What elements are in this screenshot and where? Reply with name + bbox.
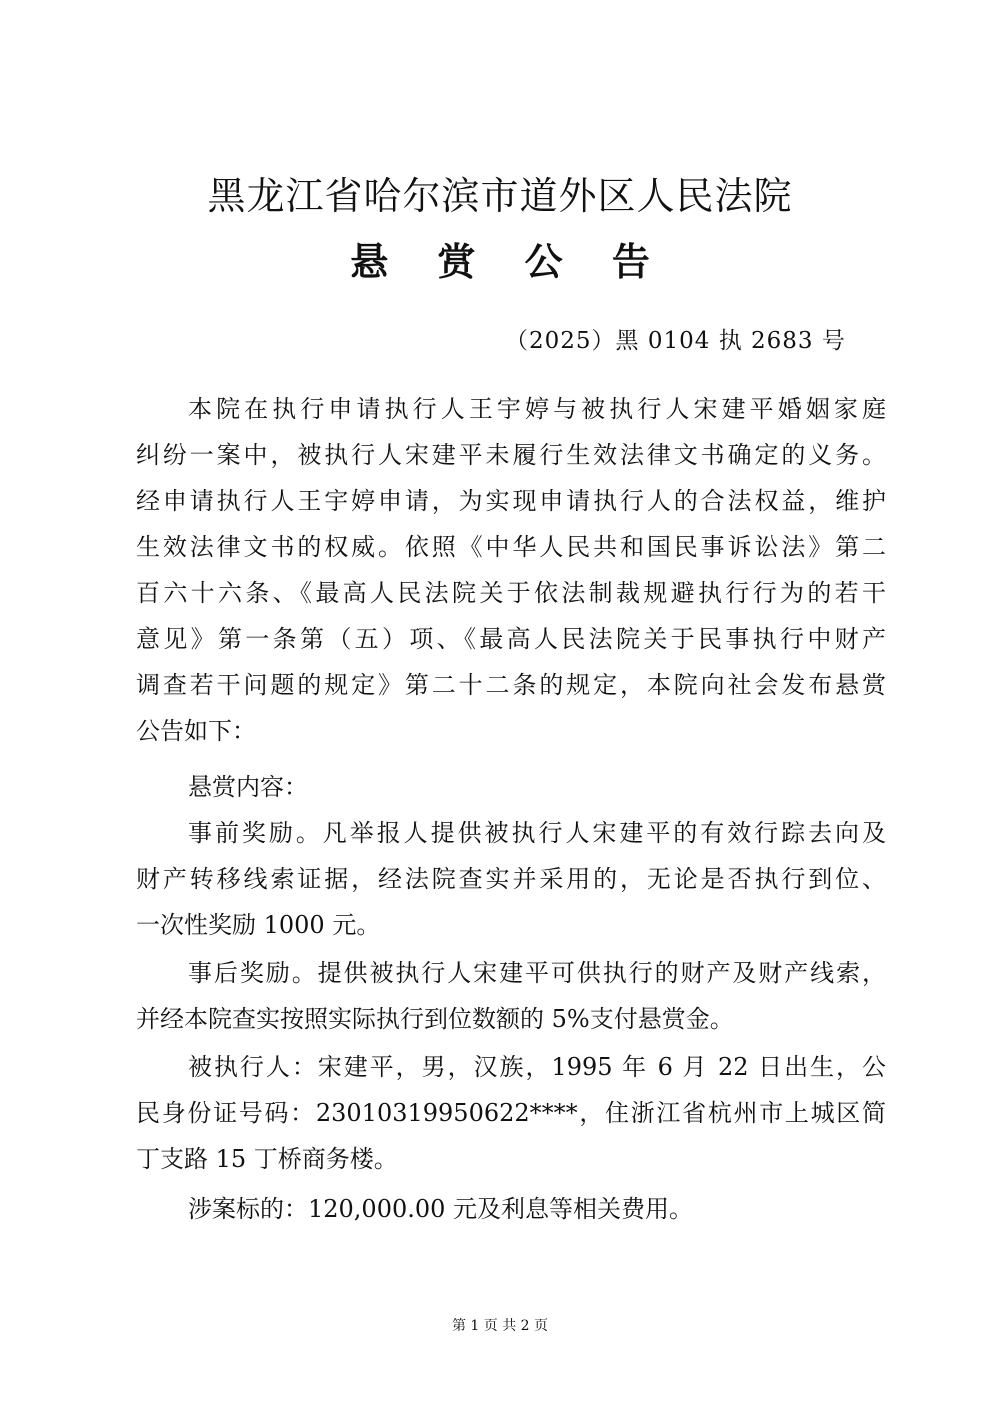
post-reward-paragraph: [136, 950, 886, 1042]
pre-reward-line: 一次性奖励 1000 元。: [136, 911, 381, 939]
intro-line: 公告如下：: [136, 717, 256, 745]
respondent-line: 丁支路 15 丁桥商务楼。: [136, 1145, 398, 1173]
reward-heading-paragraph: [136, 764, 886, 810]
post-reward-line: 事后奖励。提供被执行人宋建平可供执行的财产及财产线索，: [188, 959, 886, 987]
pre-reward-line: 财产转移线索证据，经法院查实并采用的，无论是否执行到位、: [136, 865, 886, 893]
reward-heading: 悬赏内容：: [188, 773, 308, 801]
intro-line: 调查若干问题的规定》第二十二条的规定，本院向社会发布悬赏: [136, 671, 886, 699]
intro-line: 纠纷一案中，被执行人宋建平未履行生效法律文书确定的义务。: [136, 441, 886, 469]
intro-line: 意见》第一条第（五）项、《最高人民法院关于民事执行中财产: [136, 625, 886, 653]
amount-paragraph: [136, 1186, 886, 1232]
intro-line: 生效法律文书的权威。依照《中华人民共和国民事诉讼法》第二: [136, 533, 886, 561]
court-name: 黑龙江省哈尔滨市道外区人民法院: [207, 174, 793, 218]
case-number: （2025）黑 0104 执 2683 号: [505, 328, 846, 354]
respondent-paragraph: [136, 1044, 886, 1182]
respondent-line: 被执行人：宋建平，男，汉族，1995 年 6 月 22 日出生，公: [188, 1053, 886, 1081]
intro-line: 本院在执行申请执行人王宇婷与被执行人宋建平婚姻家庭: [188, 395, 886, 423]
page-indicator: 第 1 页 共 2 页: [451, 1318, 549, 1334]
pre-reward-line: 事前奖励。凡举报人提供被执行人宋建平的有效行踪去向及: [188, 819, 886, 847]
document-title: 悬 赏 公 告: [350, 240, 668, 284]
intro-paragraph: [136, 386, 886, 754]
amount-line: 涉案标的：120,000.00 元及利息等相关费用。: [188, 1195, 694, 1223]
pre-reward-paragraph: [136, 810, 886, 948]
post-reward-line: 并经本院查实按照实际执行到位数额的 5%支付悬赏金。: [136, 1005, 734, 1033]
intro-line: 经申请执行人王宇婷申请，为实现申请执行人的合法权益，维护: [136, 487, 886, 515]
intro-line: 百六十六条、《最高人民法院关于依法制裁规避执行行为的若干: [136, 579, 886, 607]
respondent-line: 民身份证号码：23010319950622****，住浙江省杭州市上城区简: [136, 1099, 886, 1127]
